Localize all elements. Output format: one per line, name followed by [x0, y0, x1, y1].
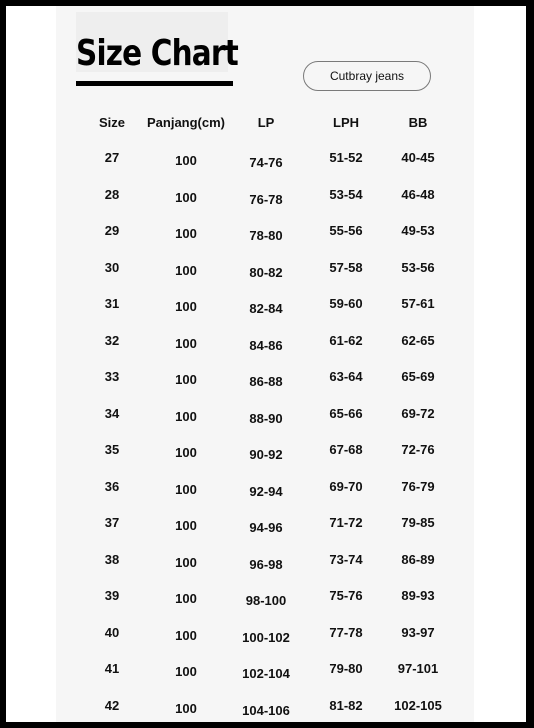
cell-size: 28	[104, 186, 120, 202]
cell-lph: 63-64	[329, 369, 363, 384]
cell-lp: 90-92	[249, 447, 283, 462]
cell-size: 40	[104, 624, 120, 640]
cell-length: 100	[175, 408, 197, 424]
cell-size: 29	[104, 223, 120, 238]
cell-bb: 57-61	[401, 296, 435, 311]
cell-length: 100	[175, 153, 197, 168]
cell-length: 100	[175, 226, 197, 241]
cell-length: 100	[175, 591, 197, 606]
title-underline	[76, 81, 233, 86]
cell-lp: 94-96	[249, 520, 283, 535]
cell-lp: 104-106	[242, 702, 290, 718]
cell-bb: 102-105	[394, 697, 442, 713]
cell-size: 39	[104, 588, 120, 603]
cell-bb: 65-69	[401, 369, 435, 384]
cell-lp: 80-82	[249, 264, 283, 280]
cell-size: 38	[104, 551, 120, 567]
cell-lp: 92-94	[249, 483, 283, 499]
cell-bb: 69-72	[401, 405, 435, 421]
cell-lph: 73-74	[329, 551, 363, 567]
cell-length: 100	[175, 554, 197, 570]
cell-lph: 51-52	[329, 150, 363, 165]
cell-length: 100	[175, 700, 197, 716]
cell-bb: 40-45	[401, 150, 435, 165]
cell-bb: 46-48	[401, 186, 435, 202]
column-header-size: Size	[98, 115, 126, 130]
cell-length: 100	[175, 299, 197, 314]
cell-length: 100	[175, 335, 197, 351]
cell-length: 100	[175, 481, 197, 497]
cell-size: 37	[104, 515, 120, 530]
cell-bb: 76-79	[401, 478, 435, 494]
column-header-lp: LP	[257, 115, 275, 130]
cell-lp: 98-100	[245, 593, 287, 608]
sheet-background	[56, 6, 474, 722]
cell-lp: 76-78	[249, 191, 283, 207]
cell-size: 34	[104, 405, 120, 421]
cell-lph: 79-80	[329, 661, 363, 676]
cell-size: 42	[104, 697, 120, 713]
cell-size: 41	[104, 661, 120, 676]
cell-length: 100	[175, 445, 197, 460]
cell-size: 30	[104, 259, 120, 275]
cell-lph: 75-76	[329, 588, 363, 603]
cell-length: 100	[175, 664, 197, 679]
cell-length: 100	[175, 262, 197, 278]
cell-lph: 57-58	[329, 259, 363, 275]
cell-lph: 55-56	[329, 223, 363, 238]
cell-bb: 49-53	[401, 223, 435, 238]
cell-lph: 71-72	[329, 515, 363, 530]
cell-size: 33	[104, 369, 120, 384]
cell-lp: 86-88	[249, 374, 283, 389]
cell-lp: 100-102	[242, 629, 290, 645]
cell-lp: 74-76	[249, 155, 283, 170]
page-title: Size Chart	[76, 33, 238, 74]
brand-badge: Cutbray jeans	[303, 61, 431, 91]
cell-size: 35	[104, 442, 120, 457]
cell-length: 100	[175, 627, 197, 643]
cell-bb: 72-76	[401, 442, 435, 457]
cell-size: 27	[104, 150, 120, 165]
cell-size: 31	[104, 296, 120, 311]
cell-length: 100	[175, 518, 197, 533]
cell-lph: 81-82	[329, 697, 363, 713]
cell-lp: 78-80	[249, 228, 283, 243]
cell-bb: 79-85	[401, 515, 435, 530]
cell-bb: 86-89	[401, 551, 435, 567]
cell-lph: 67-68	[329, 442, 363, 457]
cell-lph: 59-60	[329, 296, 363, 311]
cell-length: 100	[175, 189, 197, 205]
cell-lph: 65-66	[329, 405, 363, 421]
cell-bb: 93-97	[401, 624, 435, 640]
cell-length: 100	[175, 372, 197, 387]
cell-bb: 62-65	[401, 332, 435, 348]
cell-lp: 84-86	[249, 337, 283, 353]
cell-lp: 88-90	[249, 410, 283, 426]
column-header-length: Panjang(cm)	[146, 115, 226, 130]
cell-lph: 77-78	[329, 624, 363, 640]
cell-lp: 96-98	[249, 556, 283, 572]
column-header-bb: BB	[408, 115, 428, 130]
cell-lph: 69-70	[329, 478, 363, 494]
cell-lp: 102-104	[242, 666, 290, 681]
cell-lp: 82-84	[249, 301, 283, 316]
cell-bb: 97-101	[397, 661, 439, 676]
cell-size: 32	[104, 332, 120, 348]
cell-bb: 53-56	[401, 259, 435, 275]
cell-size: 36	[104, 478, 120, 494]
cell-bb: 89-93	[401, 588, 435, 603]
column-header-lph: LPH	[333, 115, 359, 130]
cell-lph: 53-54	[329, 186, 363, 202]
cell-lph: 61-62	[329, 332, 363, 348]
